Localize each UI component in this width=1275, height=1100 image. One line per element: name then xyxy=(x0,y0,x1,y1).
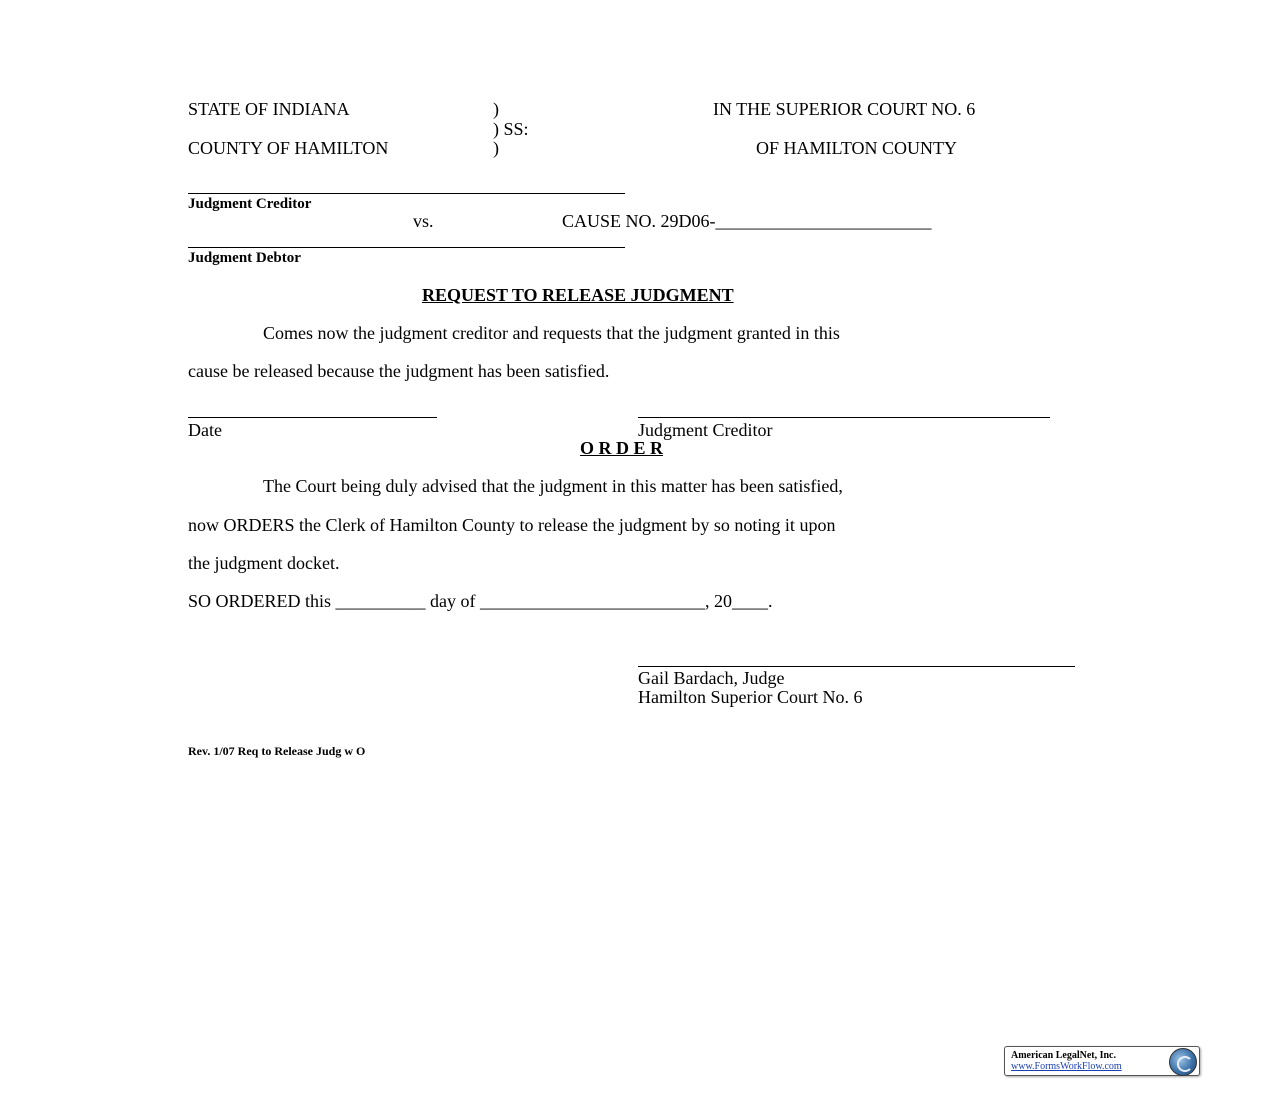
judgment-debtor-label: Judgment Debtor xyxy=(188,250,301,266)
logo-company: American LegalNet, Inc. xyxy=(1011,1050,1116,1061)
court-county: OF HAMILTON COUNTY xyxy=(756,138,958,158)
logo-url-link[interactable]: www.FormsWorkFlow.com xyxy=(1011,1061,1122,1072)
order-title: O R D E R xyxy=(580,438,664,458)
state-caption: STATE OF INDIANA xyxy=(188,99,350,119)
court-name: IN THE SUPERIOR COURT NO. 6 xyxy=(713,99,976,119)
order-paragraph-line: The Court being duly advised that the judgment in this matter has been satisfied, xyxy=(263,476,843,496)
order-paragraph-line: now ORDERS the Clerk of Hamilton County to release the judgment by so noting it upon xyxy=(188,515,836,535)
judge-signature-line[interactable] xyxy=(638,666,1075,667)
creditor-signature-line[interactable] xyxy=(638,417,1050,418)
caption-paren: ) xyxy=(493,99,499,119)
versus-label: vs. xyxy=(413,211,434,231)
caption-paren: ) xyxy=(493,138,499,158)
creditor-signature-label: Judgment Creditor xyxy=(638,420,773,440)
request-title: REQUEST TO RELEASE JUDGMENT xyxy=(422,285,734,305)
request-paragraph-line: cause be released because the judgment has been satisfied. xyxy=(188,361,610,381)
american-legalnet-logo[interactable] xyxy=(1004,1046,1200,1076)
debtor-name-line[interactable] xyxy=(188,247,625,248)
revision-note: Rev. 1/07 Req to Release Judg w O xyxy=(188,744,366,758)
date-signature-line[interactable] xyxy=(188,417,437,418)
request-paragraph-line: Comes now the judgment creditor and requests that the judgment granted in this xyxy=(263,323,840,343)
cause-number[interactable]: CAUSE NO. 29D06-________________________ xyxy=(562,211,932,231)
globe-icon xyxy=(1169,1048,1197,1076)
ss-caption: ) SS: xyxy=(493,119,529,139)
judge-name: Gail Bardach, Judge xyxy=(638,668,785,688)
creditor-name-line[interactable] xyxy=(188,193,625,194)
order-paragraph-line: the judgment docket. xyxy=(188,553,340,573)
judge-court: Hamilton Superior Court No. 6 xyxy=(638,687,863,707)
county-caption: COUNTY OF HAMILTON xyxy=(188,138,389,158)
date-label: Date xyxy=(188,420,222,440)
judgment-creditor-label: Judgment Creditor xyxy=(188,196,312,212)
so-ordered-line[interactable]: SO ORDERED this __________ day of _________________________, 20____. xyxy=(188,591,773,611)
